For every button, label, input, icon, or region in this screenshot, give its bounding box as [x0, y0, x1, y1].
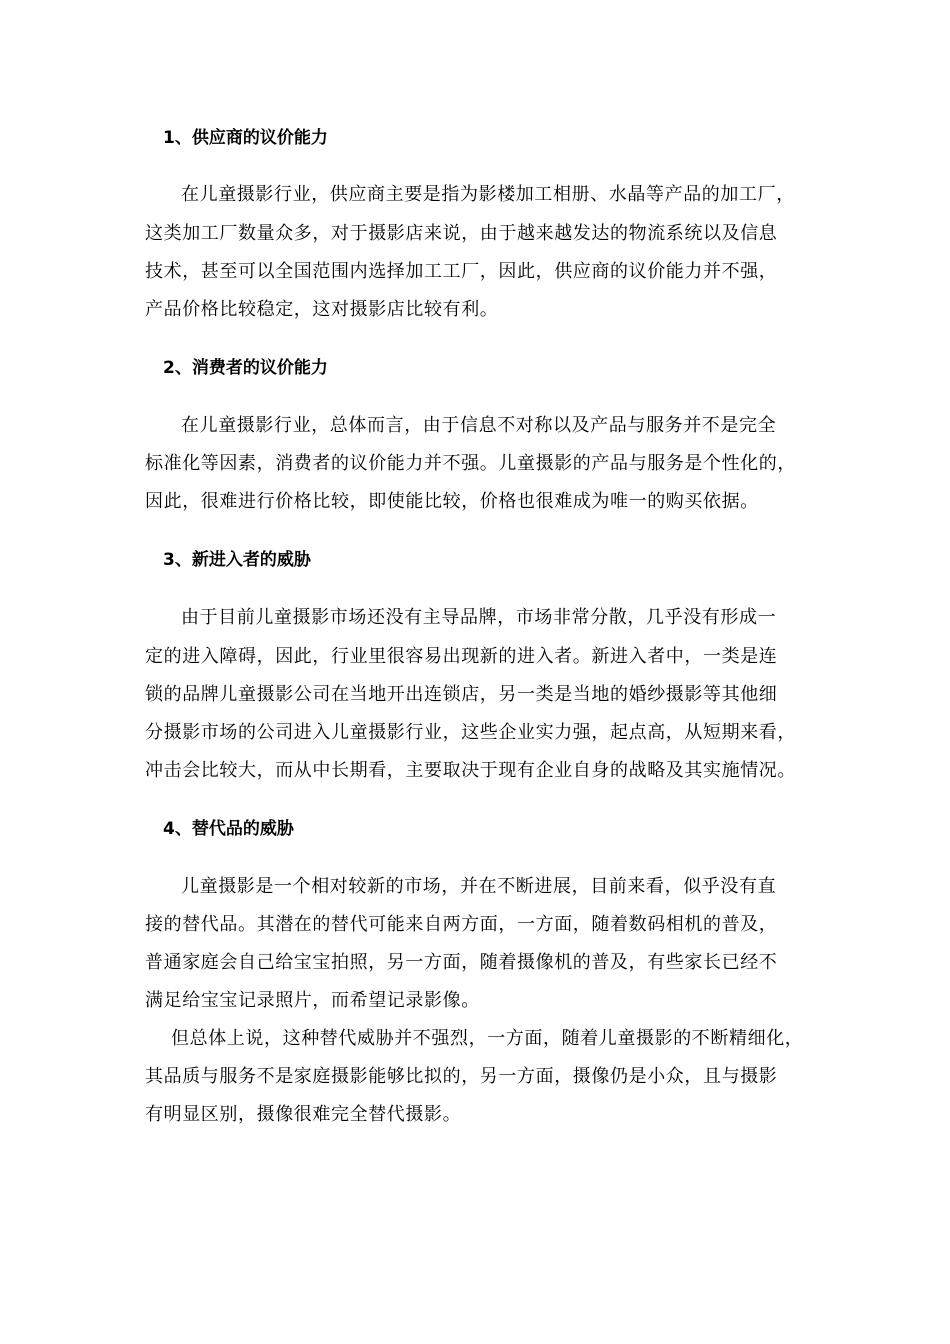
paragraph-line: 满足给宝宝记录照片，而希望记录影像。	[145, 990, 480, 1011]
paragraph-line: 锁的品牌儿童摄影公司在当地开出连锁店，另一类是当地的婚纱摄影等其他细	[145, 684, 778, 705]
paragraph-line: 标准化等因素，消费者的议价能力并不强。儿童摄影的产品与服务是个性化的，	[145, 453, 796, 474]
paragraph-line: 在儿童摄影行业，供应商主要是指为影楼加工相册、水晶等产品的加工厂，	[181, 184, 795, 205]
paragraph-line: 接的替代品。其潜在的替代可能来自两方面，一方面，随着数码相机的普及，	[145, 914, 778, 935]
section-heading-2: 2、消费者的议价能力	[163, 358, 328, 378]
section-heading-3: 3、新进入者的威胁	[163, 550, 311, 570]
paragraph-line: 但总体上说，这种替代威胁并不强烈，一方面，随着儿童摄影的不断精细化，	[171, 1028, 804, 1049]
paragraph-line: 普通家庭会自己给宝宝拍照，另一方面，随着摄像机的普及，有些家长已经不	[145, 952, 778, 973]
paragraph-line: 因此，很难进行价格比较，即使能比较，价格也很难成为唯一的购买依据。	[145, 491, 759, 512]
paragraph-line: 这类加工厂数量众多，对于摄影店来说，由于越来越发达的物流系统以及信息	[145, 223, 778, 244]
paragraph-line: 儿童摄影是一个相对较新的市场，并在不断进展，目前来看，似乎没有直	[181, 876, 777, 897]
section-heading-1: 1、供应商的议价能力	[163, 128, 328, 148]
paragraph-line: 冲击会比较大，而从中长期看，主要取决于现有企业自身的战略及其实施情况。	[145, 760, 796, 781]
paragraph-line: 其品质与服务不是家庭摄影能够比拟的，另一方面，摄像仍是小众，且与摄影	[145, 1066, 778, 1087]
paragraph-line: 定的进入障碍，因此，行业里很容易出现新的进入者。新进入者中，一类是连	[145, 646, 778, 667]
paragraph-line: 在儿童摄影行业，总体而言，由于信息不对称以及产品与服务并不是完全	[181, 415, 777, 436]
paragraph-line: 分摄影市场的公司进入儿童摄影行业，这些企业实力强，起点高，从短期来看，	[145, 722, 796, 743]
paragraph-line: 有明显区别，摄像很难完全替代摄影。	[145, 1104, 462, 1125]
paragraph-line: 产品价格比较稳定，这对摄影店比较有利。	[145, 299, 499, 320]
paragraph-line: 由于目前儿童摄影市场还没有主导品牌，市场非常分散，几乎没有形成一	[181, 607, 777, 628]
paragraph-line: 技术，甚至可以全国范围内选择加工工厂，因此，供应商的议价能力并不强，	[145, 261, 778, 282]
section-heading-4: 4、替代品的威胁	[163, 819, 294, 839]
